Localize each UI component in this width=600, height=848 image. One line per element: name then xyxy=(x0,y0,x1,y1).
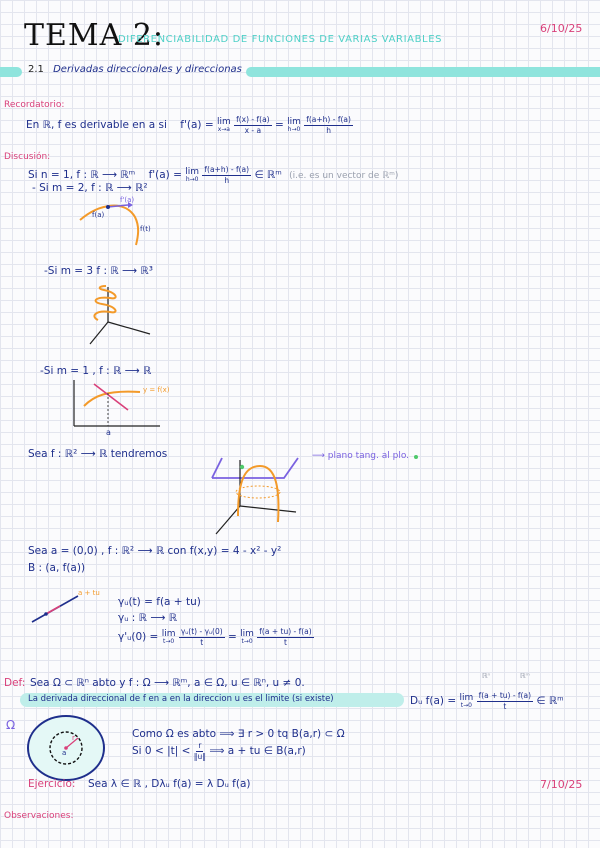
si-rest: ⟹ a + tu ∈ B(a,r) xyxy=(209,745,306,757)
fraction-3: $\frac{f(a+h) - f(a)}{h}$ xyxy=(204,165,250,185)
sea-r2-line: Sea f : ℝ² ⟶ ℝ tendremos xyxy=(28,448,168,460)
ejercicio-label: Ejercicio: xyxy=(28,778,76,790)
fraction-5: $\frac{f(a + tu) - f(a)}{t}$ xyxy=(259,627,312,647)
section-bar-left xyxy=(0,67,22,77)
fig1-fa-label: f(a) xyxy=(92,211,105,219)
case-n1-note: (i.e. es un vector de ℝᵐ) xyxy=(289,171,399,181)
case-m1: -Si m = 1 , f : ℝ ⟶ ℝ xyxy=(40,365,152,377)
tangent-point xyxy=(240,465,244,469)
axis-x xyxy=(90,322,108,344)
figure-helix-r3 xyxy=(80,282,160,352)
sea-a-line: Sea a = (0,0) , f : ℝ² ⟶ ℝ con f(x,y) = 4 - x² - y² xyxy=(28,545,282,557)
direction-vector xyxy=(46,606,60,614)
fig1-ft-label: f(t) xyxy=(140,225,151,233)
fraction-4: $\frac{\text{γᵤ(t) - γᵤ(0)}}{t}$ xyxy=(180,627,223,647)
def-note-rm: ℝᵐ xyxy=(520,672,530,680)
fig6-a-label: a xyxy=(62,749,67,757)
paraboloid-rim xyxy=(236,486,280,498)
directional-derivative xyxy=(410,692,564,710)
def-highlight-text: La derivada direccional de f en a en la direccion u es el limite (si existe) xyxy=(28,694,334,704)
omega-label: Ω xyxy=(6,718,16,732)
section-number: 2.1 xyxy=(28,64,44,75)
axis-x xyxy=(216,506,240,534)
tema-label: TEMA 2: xyxy=(24,18,165,53)
helix-curve xyxy=(94,286,115,320)
limit-4: lim t→0 xyxy=(161,628,176,645)
section-title: Derivadas direccionales y direccionas xyxy=(53,64,242,75)
tangent-plane-note: ⟶ plano tang. al plo. xyxy=(312,451,410,461)
fig5-label: a + tu xyxy=(78,589,100,597)
fig1-fprime-label: f'(a) xyxy=(120,196,135,204)
figure-ball xyxy=(22,712,112,784)
ejercicio-text: Sea λ ∈ ℝ , Dλᵤ f(a) = λ Dᵤ f(a) xyxy=(88,778,251,790)
si-text: Si 0 < |t| < xyxy=(132,745,191,757)
case-n1-in: ∈ ℝᵐ xyxy=(254,169,282,181)
tangent-plane-left xyxy=(212,458,222,478)
page-title: DIFERENCIABILIDAD DE FUNCIONES DE VARIAS VARIABLES xyxy=(118,34,443,45)
def-line: Sea Ω ⊂ ℝⁿ abto y f : Ω ⟶ ℝᵐ, a ∈ Ω, u ∈ ℝⁿ, u ≠ 0. xyxy=(30,677,305,689)
section-bar-right xyxy=(246,67,600,77)
note-dot xyxy=(414,455,418,459)
tangent-plane xyxy=(212,458,298,478)
fraction-7: $\frac{r}{‖u‖}$ xyxy=(193,741,207,761)
gamma-derivative-lhs: γ'ᵤ(0) = xyxy=(118,631,159,643)
section-heading xyxy=(28,64,242,75)
discusion-label: Discusión: xyxy=(4,152,51,162)
curve-ft xyxy=(80,206,138,245)
recordatorio-label: Recordatorio: xyxy=(4,100,65,110)
case-n1-text: Si n = 1, f : ℝ ⟶ ℝᵐ xyxy=(28,169,136,181)
case-m2: - Si m = 2, f : ℝ ⟶ ℝ² xyxy=(32,182,148,194)
fraction-6: $\frac{f(a + tu) - f(a)}{t}$ xyxy=(478,691,532,711)
limit-2: lim h→0 xyxy=(287,116,301,133)
def-label: Def: xyxy=(4,677,26,689)
recordatorio-text: En ℝ, f es derivable en a si xyxy=(26,119,167,131)
recordatorio-line xyxy=(26,116,353,134)
fig3-curve-label: y = f(x) xyxy=(143,386,170,394)
limit-6: lim t→0 xyxy=(459,692,474,709)
fraction-1: $\frac{f(x) - f(a)}{x - a}$ xyxy=(236,115,270,135)
limit-1: lim x→a xyxy=(216,116,231,133)
fraction-2: $\frac{f(a+h) - f(a)}{h}$ xyxy=(306,115,351,135)
axis-y xyxy=(108,322,150,334)
case-n1-formula: f'(a) = xyxy=(148,169,182,181)
equals: = xyxy=(274,119,284,131)
limit-3: lim h→0 xyxy=(185,166,200,183)
equals-2: = xyxy=(228,631,237,643)
fig3-a-label: a xyxy=(106,428,111,437)
du-in: ∈ ℝᵐ xyxy=(536,695,564,707)
observaciones-label: Observaciones: xyxy=(4,811,74,821)
figure-curve-r2 xyxy=(70,195,170,255)
du-label: Dᵤ f(a) = xyxy=(410,695,457,707)
case-m3: -Si m = 3 f : ℝ ⟶ ℝ³ xyxy=(44,265,153,277)
point-fa xyxy=(106,205,110,209)
limit-5: lim t→0 xyxy=(240,628,254,645)
figure-paraboloid xyxy=(208,452,308,544)
point-b: B : (a, f(a)) xyxy=(28,562,86,574)
paraboloid-surface xyxy=(238,466,278,522)
fprime-label: f'(a) = xyxy=(180,119,214,131)
gamma-derivative xyxy=(118,628,314,646)
date-1: 6/10/25 xyxy=(540,22,583,35)
axis-y xyxy=(240,506,296,512)
date-2: 7/10/25 xyxy=(540,778,583,791)
gamma-def: γᵤ(t) = f(a + tu) xyxy=(118,596,201,608)
como-line: Como Ω es abto ⟹ ∃ r > 0 tq B(a,r) ⊂ Ω xyxy=(132,728,345,740)
function-curve xyxy=(84,392,140,406)
tangent-line xyxy=(94,384,128,410)
fig6-r-label: r xyxy=(72,734,75,742)
si-line xyxy=(132,742,306,760)
def-note-rn: ℝⁿ xyxy=(482,672,491,680)
point-a xyxy=(44,612,48,616)
gamma-domain: γᵤ : ℝ ⟶ ℝ xyxy=(118,612,178,624)
